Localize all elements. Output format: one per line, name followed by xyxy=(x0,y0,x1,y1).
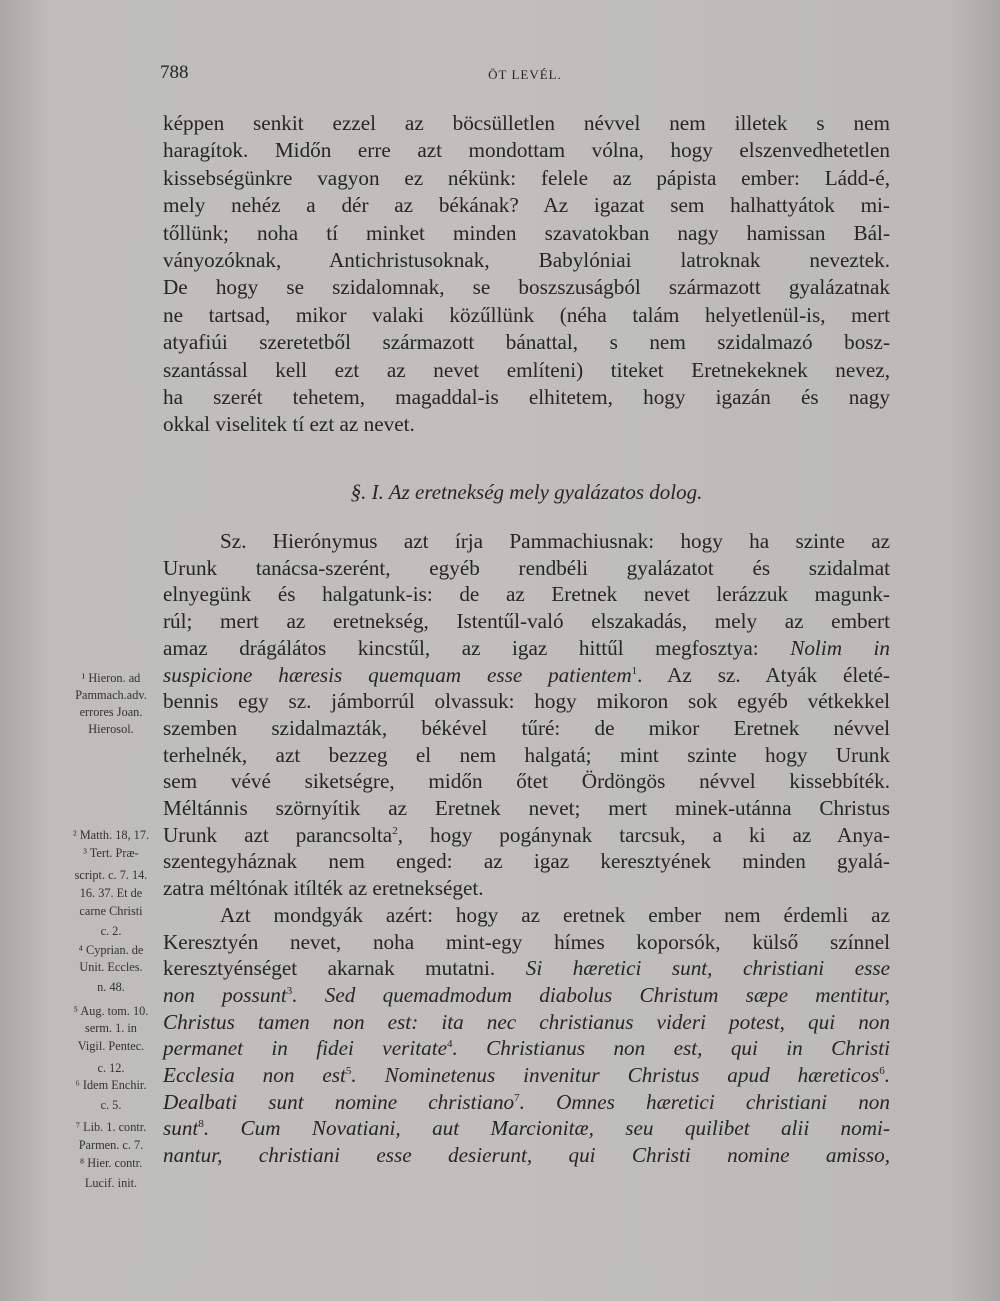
text-line: terhelnék, azt bezzeg el nem halgatá; mint szinte hogy Urunk xyxy=(163,742,890,767)
text-line: szantással kell ezt az nevet említeni) titeket Eretnekeknek nevez, xyxy=(163,357,890,382)
footnote-ref: 7 xyxy=(514,1091,520,1104)
text-line: zatra méltónak itílték az eretnekséget. xyxy=(163,876,484,901)
margin-note: Lucif. init. xyxy=(84,1176,138,1190)
paragraph-2 xyxy=(163,528,890,1169)
margin-note: ⁵ Aug. tom. 10. xyxy=(73,1004,149,1018)
text-line: bennis egy sz. jámborrúl olvassuk: hogy mikoron sok egyéb vétkekkel xyxy=(163,689,890,714)
page-header xyxy=(160,58,890,88)
latin-quote: nantur, christiani esse desierunt, qui Christi nomine amisso, xyxy=(163,1143,890,1168)
text-line: elnyegünk és halgatunk-is: de az Eretnek nevet lerázzuk magunk- xyxy=(163,582,890,607)
margin-note: ¹ Hieron. ad xyxy=(81,671,141,685)
text-line xyxy=(163,1142,890,1169)
text-line: Méltánnis szörnyítik az Eretnek nevet; mert minek-utánna Christus xyxy=(163,796,890,821)
text-span: keresztyénséget akarnak mutatni. xyxy=(163,956,496,981)
footnote-ref: 2 xyxy=(392,824,398,837)
latin-quote: non possunt xyxy=(163,982,287,1007)
latin-quote: . Sed quemadmodum diabolus Christum sæpe mentitur, xyxy=(292,982,890,1007)
footnote-ref: 8 xyxy=(198,1118,204,1131)
margin-note: Parmen. c. 7. xyxy=(78,1138,144,1152)
text-line xyxy=(163,1089,890,1116)
margin-note: Vigil. Pentec. xyxy=(77,1039,145,1053)
margin-note: errores Joan. xyxy=(79,705,143,719)
text-line: atyafiúi szeretetből származott bánattal, s nem szidalmazó bosz- xyxy=(163,330,890,355)
latin-quote: . Omnes hæretici christiani non xyxy=(519,1089,890,1114)
margin-note: ⁴ Cyprian. de xyxy=(78,943,144,957)
text-line: szentegyháznak nem enged: az igaz keresztyének minden gyalá- xyxy=(163,849,890,874)
text-line: ványozóknak, Antichristusoknak, Babylóniai latroknak neveztek. xyxy=(163,248,890,273)
text-line: képpen senkit ezzel az böcsülletlen névvel nem illetek s nem xyxy=(163,111,890,135)
text-line: haragítok. Midőn erre azt mondottam vólna, hogy elszenvedhetetlen xyxy=(163,138,890,163)
text-line xyxy=(163,955,890,982)
margin-note: ³ Tert. Præ- xyxy=(83,846,139,860)
paragraph-1 xyxy=(163,110,890,439)
text-line: ne tartsad, mikor valaki közűllünk (néha talám helyetlenül-is, mert xyxy=(163,302,890,327)
text-line: kissebségünkre vagyon ez nékünk: felele az pápista ember: Ládd-é, xyxy=(163,165,890,190)
footnote-ref: 1 xyxy=(631,664,638,677)
footnote-ref: 4 xyxy=(447,1038,453,1051)
text-line: ha szerét tehetem, magaddal-is elhitetem, hogy igazán és nagy xyxy=(163,385,890,410)
latin-quote: sunt xyxy=(163,1116,199,1141)
margin-note: Pammach.adv. xyxy=(75,688,147,702)
margin-note: serm. 1. in xyxy=(85,1021,137,1035)
margin-note: script. c. 7. 14. xyxy=(74,868,148,882)
margin-note: carne Christi xyxy=(79,904,143,918)
text-line: szemben szidalmazták, békével tűré: de mikor Eretnek névvel xyxy=(163,715,890,740)
margin-note: ⁸ Hier. contr. xyxy=(79,1156,143,1170)
text-span: amaz drágálátos kincstűl, az igaz hittűl megfosztya: xyxy=(163,635,759,660)
running-title: ÖT LEVÉL. xyxy=(488,67,562,82)
text-line xyxy=(163,1115,890,1142)
latin-quote: suspicione hæresis quemquam esse patientem xyxy=(163,662,632,687)
latin-quote: Si hæretici sunt, christiani esse xyxy=(525,956,890,981)
text-line xyxy=(163,982,890,1009)
section-heading: §. I. Az eretnekség mely gyalázatos dolog. xyxy=(350,480,703,504)
text-line: Azt mondgyák azért: hogy az eretnek ember nem érdemli az xyxy=(220,902,890,927)
latin-quote: . Cum Novatiani, aut Marcionitæ, seu quilibet alii nomi- xyxy=(203,1116,890,1141)
margin-note: c. 12. xyxy=(97,1061,125,1075)
text-line xyxy=(163,1062,890,1089)
text-line: De hogy se szidalomnak, se boszszuságból származott gyalázatnak xyxy=(163,275,890,300)
text-line: Sz. Hierónymus azt írja Pammachiusnak: hogy ha szinte az xyxy=(220,529,890,553)
text-line xyxy=(163,635,890,662)
footnote-ref: 3 xyxy=(286,984,293,997)
margin-note: 16. 37. Et de xyxy=(79,886,143,900)
margin-note: Unit. Eccles. xyxy=(79,960,143,974)
text-line xyxy=(163,1035,890,1062)
footnote-ref: 5 xyxy=(345,1065,352,1077)
text-span: , hogy pogánynak tarcsuk, a ki az Anya- xyxy=(397,822,890,847)
text-line xyxy=(163,1009,890,1036)
margin-note: ⁶ Idem Enchir. xyxy=(75,1078,147,1092)
text-line: sem vévé siketségre, midőn őtet Ördöngös névvel kissebbíték. xyxy=(163,769,890,794)
margin-note: ² Matth. 18, 17. xyxy=(72,828,150,842)
latin-quote: . Christianus non est, qui in Christi xyxy=(452,1036,890,1061)
text-line: tőllünk; noha tí minket minden szavatokban nagy hamissan Bál- xyxy=(163,220,890,245)
latin-quote: Ecclesia non est xyxy=(163,1063,346,1088)
text-line: okkal viselitek tí ezt az nevet. xyxy=(163,412,415,437)
latin-quote: . Nominetenus invenitur Christus apud hæreticos xyxy=(351,1063,880,1088)
latin-quote: Dealbati sunt nomine christiano xyxy=(163,1089,515,1114)
margin-note: Hierosol. xyxy=(88,722,134,736)
margin-note: c. 2. xyxy=(100,924,122,938)
text-span: . Az sz. Atyák életé- xyxy=(637,662,890,687)
text-line: mely nehéz a dér az békának? Az igazat sem halhattyátok mi- xyxy=(163,193,890,218)
text-line xyxy=(163,822,890,849)
text-line: Urunk tanácsa-szerént, egyéb rendbéli gyalázatot és szidalmat xyxy=(163,555,890,580)
latin-quote: Christus tamen non est: ita nec christianus videri potest, qui non xyxy=(163,1009,890,1034)
margin-note: c. 5. xyxy=(100,1098,122,1112)
margin-note: n. 48. xyxy=(97,980,125,994)
latin-quote: permanet in fidei veritate xyxy=(163,1036,447,1061)
footnote-ref: 6 xyxy=(879,1065,885,1077)
text-line: Keresztyén nevet, noha mint-egy hímes koporsók, külső színnel xyxy=(163,929,890,954)
margin-note: ⁷ Lib. 1. contr. xyxy=(75,1120,147,1134)
latin-quote: . xyxy=(884,1063,890,1088)
text-span: Urunk azt parancsolta xyxy=(163,822,393,847)
text-line: rúl; mert az eretnekség, Istentűl-való elszakadás, mely az embert xyxy=(163,609,890,634)
page-number: 788 xyxy=(160,62,189,83)
text-line xyxy=(163,662,890,689)
latin-quote: Nolim in xyxy=(790,635,891,660)
